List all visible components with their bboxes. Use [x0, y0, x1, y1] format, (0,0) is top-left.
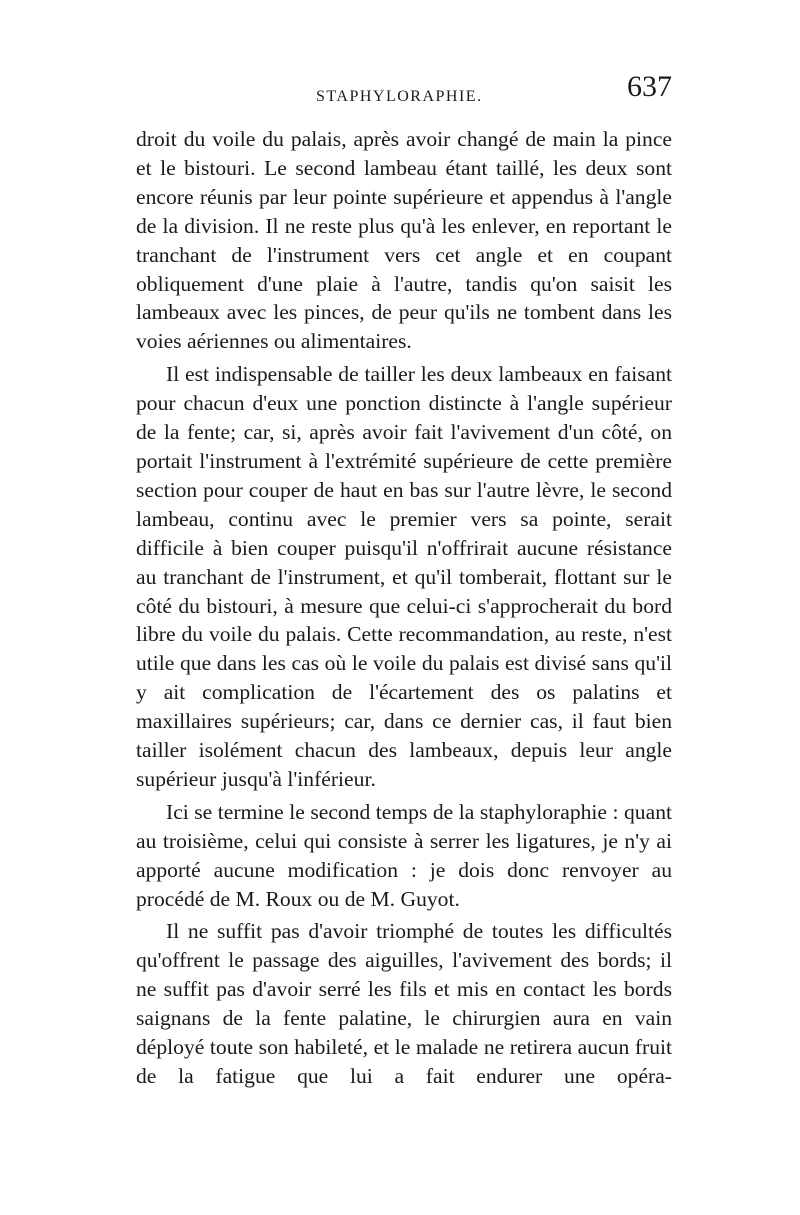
page-number: 637 — [627, 70, 672, 103]
paragraph-continuation: droit du voile du palais, après avoir changé de main la pince et le bistouri. Le second lambeau étant taillé, les deux sont encore réunis par leur pointe supérieure et appendus à l'angle de la division. Il ne reste plus qu'à les enlever, en reportant le tranchant de l'instrument vers cet angle et en coupant obliquement d'une plaie à l'autre, tandis qu'on saisit les lambeaux avec les pinces, de peur qu'ils ne tombent dans les voies aériennes ou alimentaires. — [136, 127, 672, 354]
body-text — [136, 125, 672, 1091]
paragraph-second-temps: Ici se termine le second temps de la staphyloraphie : quant au troisième, celui qui consiste à serrer les ligatures, je n'y ai apporté aucune modification : je dois donc renvoyer au procédé de M. Roux ou de M. Guyot. — [136, 799, 672, 911]
running-head — [136, 60, 672, 120]
running-title: STAPHYLORAPHIE. — [316, 88, 483, 105]
paragraph-difficultes: Il ne suffit pas d'avoir triomphé de toutes les difficultés qu'offrent le passage des aiguilles, l'avivement des bords; il ne suffit pas d'avoir serré les fils et mis en contact les bords saignans de la fente palatine, le chirurgien aura en vain déployé toute son habileté, et le malade ne retirera aucun fruit de la fatigue que lui a fait endurer une opéra- — [136, 919, 672, 1088]
paragraph-lambeaux: Il est indispensable de tailler les deux lambeaux en faisant pour chacun d'eux une ponction distincte à l'angle supérieur de la fente; car, si, après avoir fait l'avivement d'un côté, on portait l'instrument à l'extrémité supérieure de cette première section pour couper de haut en bas sur l'autre lèvre, le second lambeau, continu avec le premier vers sa pointe, serait difficile à bien couper puisqu'il n'offrirait aucune résistance au tranchant de l'instrument, et qu'il tomberait, flottant sur le côté du bistouri, à mesure que celui-ci s'approcherait du bord libre du voile du palais. Cette recommandation, au reste, n'est utile que dans les cas où le voile du palais est divisé sans qu'il y ait complication de l'écartement des os palatins et maxillaires supérieurs; car, dans ce dernier cas, il faut bien tailler isolément chacun des lambeaux, depuis leur angle supérieur jusqu'à l'inférieur. — [136, 362, 672, 791]
